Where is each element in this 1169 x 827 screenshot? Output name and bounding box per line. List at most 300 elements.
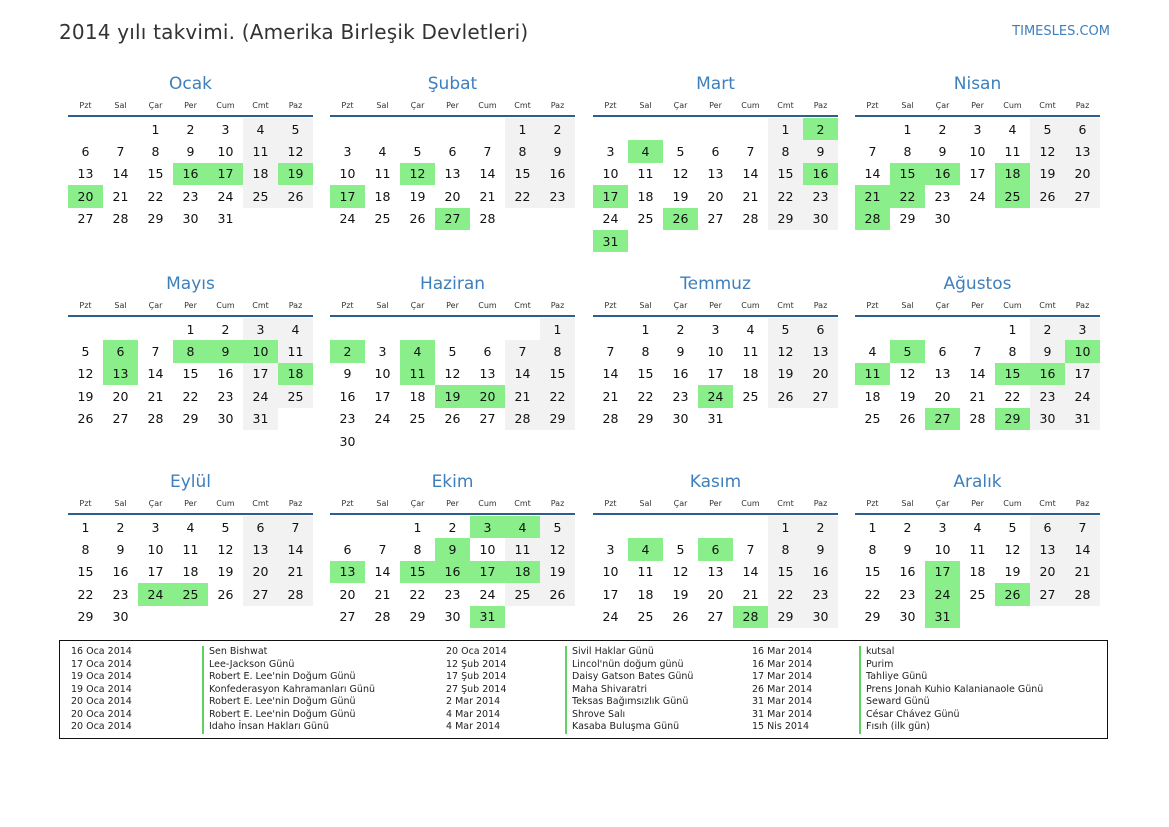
weekday-label: Paz bbox=[1075, 499, 1090, 508]
weekday-label: Cmt bbox=[514, 301, 531, 310]
day-cell-holiday: 17 bbox=[208, 163, 243, 185]
day-cell: 18 bbox=[742, 366, 759, 382]
day-cell: 24 bbox=[602, 211, 619, 227]
empty-cell bbox=[435, 118, 470, 140]
legend-date: 26 Mar 2014 bbox=[752, 683, 813, 695]
day-cell: 7 bbox=[116, 144, 125, 160]
day-cell: 7 bbox=[151, 344, 160, 360]
legend-holiday-name: Shrove Salı bbox=[565, 709, 693, 722]
day-cell: 29 bbox=[147, 211, 164, 227]
day-cell: 1 bbox=[903, 121, 912, 137]
day-cell: 9 bbox=[676, 344, 685, 360]
month-name: Mayıs bbox=[166, 274, 215, 294]
legend-holiday-name: Daisy Gatson Bates Günü bbox=[565, 671, 693, 684]
day-cell-holiday: 31 bbox=[925, 606, 960, 628]
legend-holiday-name: Purim bbox=[859, 659, 1043, 672]
weekday-label: Cmt bbox=[514, 499, 531, 508]
holiday-legend bbox=[59, 640, 1108, 739]
day-cell: 12 bbox=[444, 366, 461, 382]
day-cell: 3 bbox=[973, 121, 982, 137]
day-cell-holiday: 28 bbox=[855, 208, 890, 230]
day-cell-weekend: 25 bbox=[278, 385, 313, 407]
legend-date: 31 Mar 2014 bbox=[752, 708, 813, 720]
day-cell: 12 bbox=[899, 366, 916, 382]
weekday-label: Cmt bbox=[1039, 499, 1056, 508]
day-cell-weekend: 5 bbox=[768, 318, 803, 340]
weekday-label: Sal bbox=[114, 301, 127, 310]
day-cell: 21 bbox=[479, 188, 496, 204]
day-cell-holiday: 27 bbox=[925, 408, 960, 430]
weekday-label: Sal bbox=[639, 301, 652, 310]
day-cell: 25 bbox=[637, 609, 654, 625]
weekday-label: Cum bbox=[216, 301, 235, 310]
day-cell-weekend: 23 bbox=[540, 185, 575, 207]
day-cell: 14 bbox=[742, 166, 759, 182]
weekday-header bbox=[593, 494, 838, 515]
day-cell: 28 bbox=[969, 411, 986, 427]
month-name: Ağustos bbox=[943, 274, 1012, 294]
weekday-label: Sal bbox=[639, 499, 652, 508]
day-cell-weekend: 13 bbox=[243, 538, 278, 560]
day-cell: 9 bbox=[186, 144, 195, 160]
day-cell: 30 bbox=[112, 609, 129, 625]
day-cell-holiday: 6 bbox=[103, 340, 138, 362]
day-cell-holiday: 18 bbox=[278, 363, 313, 385]
day-cell: 28 bbox=[374, 609, 391, 625]
month-name: Kasım bbox=[689, 472, 742, 492]
day-cell: 4 bbox=[868, 344, 877, 360]
day-cell-weekend: 5 bbox=[540, 516, 575, 538]
day-cell-holiday: 24 bbox=[925, 583, 960, 605]
day-cell-holiday: 17 bbox=[925, 561, 960, 583]
day-cell: 7 bbox=[378, 542, 387, 558]
day-cell: 2 bbox=[938, 121, 947, 137]
weekday-label: Cmt bbox=[1039, 301, 1056, 310]
day-cell: 5 bbox=[1008, 519, 1017, 535]
weekday-label: Cum bbox=[478, 499, 497, 508]
weekday-label: Per bbox=[446, 499, 459, 508]
empty-cell bbox=[400, 118, 435, 140]
weekday-label: Paz bbox=[550, 101, 565, 110]
legend-name-column bbox=[859, 646, 1043, 734]
day-cell: 28 bbox=[479, 211, 496, 227]
day-cell: 9 bbox=[938, 144, 947, 160]
day-cell: 7 bbox=[973, 344, 982, 360]
day-cell-weekend: 22 bbox=[768, 583, 803, 605]
day-cell: 29 bbox=[77, 609, 94, 625]
day-cell: 19 bbox=[672, 586, 689, 602]
month-name: Temmuz bbox=[680, 274, 751, 294]
day-cell-weekend: 22 bbox=[505, 185, 540, 207]
day-cell: 18 bbox=[182, 564, 199, 580]
day-cell: 10 bbox=[934, 542, 951, 558]
day-cell: 22 bbox=[409, 586, 426, 602]
day-cell-weekend: 9 bbox=[540, 140, 575, 162]
weekday-label: Cum bbox=[741, 499, 760, 508]
day-cell: 8 bbox=[151, 144, 160, 160]
empty-cell bbox=[138, 318, 173, 340]
day-cell-weekend: 2 bbox=[1030, 318, 1065, 340]
day-cell-holiday: 28 bbox=[733, 606, 768, 628]
day-cell-holiday: 27 bbox=[435, 208, 470, 230]
day-cell: 11 bbox=[742, 344, 759, 360]
day-cell-weekend: 23 bbox=[803, 583, 838, 605]
day-cell: 18 bbox=[637, 586, 654, 602]
day-cell: 3 bbox=[378, 344, 387, 360]
day-cell: 27 bbox=[479, 411, 496, 427]
month-11 bbox=[593, 470, 838, 628]
day-cell: 25 bbox=[409, 411, 426, 427]
day-cell: 10 bbox=[602, 564, 619, 580]
day-cell: 13 bbox=[707, 166, 724, 182]
day-cell-weekend: 21 bbox=[505, 385, 540, 407]
empty-cell bbox=[960, 318, 995, 340]
legend-date: 2 Mar 2014 bbox=[446, 696, 501, 707]
day-cell-weekend: 29 bbox=[768, 208, 803, 230]
day-cell: 23 bbox=[182, 188, 199, 204]
day-cell-holiday: 26 bbox=[663, 208, 698, 230]
day-cell-weekend: 15 bbox=[768, 163, 803, 185]
empty-cell bbox=[330, 516, 365, 538]
day-grid bbox=[593, 318, 838, 430]
day-cell-holiday: 15 bbox=[995, 363, 1030, 385]
day-cell: 10 bbox=[147, 542, 164, 558]
day-cell: 2 bbox=[221, 321, 230, 337]
legend-name-column bbox=[565, 646, 693, 734]
day-cell: 22 bbox=[147, 188, 164, 204]
day-cell: 15 bbox=[864, 564, 881, 580]
day-cell-holiday: 11 bbox=[855, 363, 890, 385]
day-cell-holiday: 10 bbox=[243, 340, 278, 362]
day-cell-weekend: 6 bbox=[1065, 118, 1100, 140]
weekday-label: Pzt bbox=[341, 499, 354, 508]
day-cell-weekend: 20 bbox=[1030, 561, 1065, 583]
day-cell-weekend: 8 bbox=[540, 340, 575, 362]
day-cell-weekend: 5 bbox=[278, 118, 313, 140]
day-cell: 12 bbox=[77, 366, 94, 382]
day-cell-weekend: 13 bbox=[803, 340, 838, 362]
weekday-label: Paz bbox=[813, 301, 828, 310]
day-cell-holiday: 12 bbox=[400, 163, 435, 185]
day-cell: 19 bbox=[217, 564, 234, 580]
weekday-label: Çar bbox=[410, 301, 425, 310]
day-cell: 25 bbox=[742, 388, 759, 404]
day-cell-holiday: 25 bbox=[995, 185, 1030, 207]
day-cell-weekend: 23 bbox=[803, 185, 838, 207]
weekday-label: Cum bbox=[216, 499, 235, 508]
day-cell: 9 bbox=[116, 542, 125, 558]
day-cell: 7 bbox=[746, 144, 755, 160]
day-cell-holiday: 19 bbox=[435, 385, 470, 407]
weekday-header bbox=[330, 494, 575, 515]
day-cell-weekend: 1 bbox=[505, 118, 540, 140]
day-cell-holiday: 6 bbox=[698, 538, 733, 560]
day-cell-holiday: 4 bbox=[400, 340, 435, 362]
month-name: Haziran bbox=[419, 274, 486, 294]
day-cell-weekend: 2 bbox=[803, 516, 838, 538]
legend-date: 17 Oca 2014 bbox=[71, 658, 132, 670]
day-cell: 30 bbox=[339, 433, 356, 449]
legend-name-column bbox=[202, 646, 375, 734]
empty-cell bbox=[593, 318, 628, 340]
weekday-header bbox=[68, 494, 313, 515]
empty-cell bbox=[925, 318, 960, 340]
day-cell: 3 bbox=[151, 519, 160, 535]
legend-date: 31 Mar 2014 bbox=[752, 696, 813, 707]
weekday-label: Paz bbox=[1075, 301, 1090, 310]
day-cell-weekend: 25 bbox=[505, 583, 540, 605]
day-cell: 24 bbox=[339, 211, 356, 227]
day-cell: 19 bbox=[77, 388, 94, 404]
day-cell: 25 bbox=[637, 211, 654, 227]
weekday-header bbox=[593, 96, 838, 117]
day-cell: 4 bbox=[186, 519, 195, 535]
legend-holiday-name: Robert E. Lee'nin Doğum Günü bbox=[202, 709, 375, 722]
day-cell: 10 bbox=[602, 166, 619, 182]
weekday-label: Paz bbox=[550, 499, 565, 508]
day-cell-weekend: 11 bbox=[278, 340, 313, 362]
empty-cell bbox=[628, 118, 663, 140]
day-cell-holiday: 26 bbox=[995, 583, 1030, 605]
weekday-label: Pzt bbox=[866, 301, 879, 310]
weekday-label: Per bbox=[971, 499, 984, 508]
day-cell-holiday: 20 bbox=[470, 385, 505, 407]
day-cell: 27 bbox=[707, 211, 724, 227]
day-cell-holiday: 11 bbox=[400, 363, 435, 385]
empty-cell bbox=[330, 118, 365, 140]
legend-holiday-name: Lee-Jackson Günü bbox=[202, 659, 375, 672]
day-cell-holiday: 29 bbox=[995, 408, 1030, 430]
day-cell: 21 bbox=[112, 188, 129, 204]
day-cell-holiday: 4 bbox=[628, 140, 663, 162]
day-cell: 20 bbox=[339, 586, 356, 602]
day-cell-holiday: 31 bbox=[593, 230, 628, 252]
weekday-label: Sal bbox=[901, 301, 914, 310]
day-cell: 1 bbox=[186, 321, 195, 337]
day-cell: 27 bbox=[77, 211, 94, 227]
weekday-label: Pzt bbox=[341, 301, 354, 310]
weekday-label: Cum bbox=[741, 301, 760, 310]
day-cell-weekend: 27 bbox=[803, 385, 838, 407]
empty-cell bbox=[365, 318, 400, 340]
day-cell: 5 bbox=[413, 144, 422, 160]
weekday-header bbox=[330, 296, 575, 317]
brand-link[interactable]: TIMESLES.COM bbox=[1012, 24, 1110, 39]
legend-date: 4 Mar 2014 bbox=[446, 708, 501, 720]
day-cell: 16 bbox=[672, 366, 689, 382]
weekday-label: Sal bbox=[114, 499, 127, 508]
day-grid bbox=[330, 516, 575, 628]
weekday-label: Per bbox=[184, 301, 197, 310]
day-cell: 3 bbox=[711, 321, 720, 337]
legend-holiday-name: kutsal bbox=[859, 646, 1043, 659]
empty-cell bbox=[593, 516, 628, 538]
weekday-label: Pzt bbox=[604, 301, 617, 310]
weekday-label: Çar bbox=[148, 499, 163, 508]
day-cell-weekend: 6 bbox=[803, 318, 838, 340]
day-cell-weekend: 9 bbox=[803, 140, 838, 162]
weekday-label: Çar bbox=[673, 301, 688, 310]
day-cell-weekend: 4 bbox=[278, 318, 313, 340]
day-cell: 23 bbox=[112, 586, 129, 602]
day-cell: 20 bbox=[444, 188, 461, 204]
weekday-label: Per bbox=[446, 301, 459, 310]
weekday-label: Cmt bbox=[777, 301, 794, 310]
legend-date: 15 Nis 2014 bbox=[752, 721, 809, 732]
day-cell: 8 bbox=[81, 542, 90, 558]
day-cell: 8 bbox=[868, 542, 877, 558]
day-cell-weekend: 8 bbox=[505, 140, 540, 162]
weekday-label: Pzt bbox=[79, 301, 92, 310]
day-cell: 13 bbox=[707, 564, 724, 580]
month-name: Ekim bbox=[431, 472, 474, 492]
day-cell-holiday: 21 bbox=[855, 185, 890, 207]
day-cell: 7 bbox=[868, 144, 877, 160]
day-cell: 2 bbox=[676, 321, 685, 337]
day-cell: 16 bbox=[899, 564, 916, 580]
day-cell: 27 bbox=[707, 609, 724, 625]
day-cell: 14 bbox=[864, 166, 881, 182]
day-cell-weekend: 17 bbox=[243, 363, 278, 385]
month-3 bbox=[593, 72, 838, 252]
day-cell-holiday: 31 bbox=[470, 606, 505, 628]
weekday-label: Sal bbox=[376, 499, 389, 508]
day-cell: 30 bbox=[444, 609, 461, 625]
day-cell: 25 bbox=[374, 211, 391, 227]
day-cell: 3 bbox=[343, 144, 352, 160]
day-cell: 28 bbox=[742, 211, 759, 227]
day-cell: 20 bbox=[707, 188, 724, 204]
day-cell: 26 bbox=[444, 411, 461, 427]
day-cell: 9 bbox=[343, 366, 352, 382]
day-cell: 13 bbox=[77, 166, 94, 182]
day-cell: 12 bbox=[217, 542, 234, 558]
day-cell: 17 bbox=[707, 366, 724, 382]
day-cell-weekend: 3 bbox=[1065, 318, 1100, 340]
weekday-label: Sal bbox=[639, 101, 652, 110]
day-cell-holiday: 2 bbox=[330, 340, 365, 362]
day-cell: 10 bbox=[969, 144, 986, 160]
legend-date: 27 Şub 2014 bbox=[446, 683, 507, 695]
day-cell: 23 bbox=[934, 188, 951, 204]
month-7 bbox=[593, 272, 838, 430]
legend-holiday-name: Sen Bishwat bbox=[202, 646, 375, 659]
day-cell: 11 bbox=[1004, 144, 1021, 160]
day-cell: 4 bbox=[973, 519, 982, 535]
empty-cell bbox=[365, 516, 400, 538]
day-cell: 29 bbox=[637, 411, 654, 427]
weekday-label: Çar bbox=[673, 499, 688, 508]
day-cell: 29 bbox=[182, 411, 199, 427]
month-name: Şubat bbox=[427, 74, 478, 94]
day-cell: 18 bbox=[409, 388, 426, 404]
day-cell-weekend: 18 bbox=[243, 163, 278, 185]
day-cell-weekend: 17 bbox=[1065, 363, 1100, 385]
day-cell: 14 bbox=[147, 366, 164, 382]
weekday-label: Cmt bbox=[514, 101, 531, 110]
month-9 bbox=[68, 470, 313, 628]
day-cell: 5 bbox=[221, 519, 230, 535]
day-cell: 6 bbox=[711, 144, 720, 160]
day-grid bbox=[68, 318, 313, 430]
day-cell-holiday: 20 bbox=[68, 185, 103, 207]
day-cell: 2 bbox=[448, 519, 457, 535]
empty-cell bbox=[890, 318, 925, 340]
empty-cell bbox=[505, 318, 540, 340]
day-cell-weekend: 11 bbox=[243, 140, 278, 162]
weekday-label: Çar bbox=[148, 101, 163, 110]
day-cell-holiday: 13 bbox=[103, 363, 138, 385]
empty-cell bbox=[663, 118, 698, 140]
day-cell: 23 bbox=[899, 586, 916, 602]
day-cell-weekend: 31 bbox=[243, 408, 278, 430]
day-cell-weekend: 13 bbox=[1065, 140, 1100, 162]
month-12 bbox=[855, 470, 1100, 628]
day-cell-weekend: 19 bbox=[1030, 163, 1065, 185]
day-grid bbox=[593, 516, 838, 628]
day-cell: 25 bbox=[969, 586, 986, 602]
day-cell: 11 bbox=[182, 542, 199, 558]
day-cell-weekend: 21 bbox=[278, 561, 313, 583]
day-cell-weekend: 22 bbox=[540, 385, 575, 407]
day-grid bbox=[593, 118, 838, 252]
day-cell: 19 bbox=[672, 188, 689, 204]
day-cell: 6 bbox=[938, 344, 947, 360]
weekday-label: Cmt bbox=[777, 499, 794, 508]
day-cell-weekend: 6 bbox=[243, 516, 278, 538]
day-cell: 14 bbox=[112, 166, 129, 182]
day-cell: 26 bbox=[409, 211, 426, 227]
day-cell-weekend: 12 bbox=[278, 140, 313, 162]
day-cell-weekend: 31 bbox=[1065, 408, 1100, 430]
day-grid bbox=[68, 516, 313, 628]
weekday-label: Sal bbox=[114, 101, 127, 110]
day-cell-holiday: 17 bbox=[470, 561, 505, 583]
weekday-label: Çar bbox=[935, 301, 950, 310]
day-cell-weekend: 30 bbox=[1030, 408, 1065, 430]
legend-holiday-name: Maha Shivaratri bbox=[565, 684, 693, 697]
day-cell-holiday: 18 bbox=[995, 163, 1030, 185]
weekday-label: Cum bbox=[741, 101, 760, 110]
day-cell-holiday: 15 bbox=[890, 163, 925, 185]
day-cell: 21 bbox=[742, 188, 759, 204]
day-cell: 27 bbox=[339, 609, 356, 625]
weekday-header bbox=[855, 494, 1100, 515]
weekday-label: Cmt bbox=[252, 499, 269, 508]
legend-date: 20 Oca 2014 bbox=[71, 721, 132, 732]
day-cell: 30 bbox=[217, 411, 234, 427]
month-2 bbox=[330, 72, 575, 230]
day-cell-weekend: 8 bbox=[768, 140, 803, 162]
day-cell: 4 bbox=[1008, 121, 1017, 137]
weekday-label: Cum bbox=[1003, 301, 1022, 310]
day-cell-holiday: 4 bbox=[628, 538, 663, 560]
weekday-label: Pzt bbox=[604, 101, 617, 110]
day-cell-weekend: 28 bbox=[1065, 583, 1100, 605]
day-cell-holiday: 3 bbox=[470, 516, 505, 538]
day-cell-weekend: 14 bbox=[278, 538, 313, 560]
day-cell: 22 bbox=[1004, 388, 1021, 404]
day-cell-weekend: 27 bbox=[1065, 185, 1100, 207]
empty-cell bbox=[435, 318, 470, 340]
day-cell-weekend: 27 bbox=[243, 583, 278, 605]
day-cell-weekend: 23 bbox=[1030, 385, 1065, 407]
weekday-label: Per bbox=[709, 101, 722, 110]
day-cell-holiday: 15 bbox=[400, 561, 435, 583]
day-cell-holiday: 24 bbox=[138, 583, 173, 605]
day-cell: 3 bbox=[938, 519, 947, 535]
day-cell: 18 bbox=[374, 188, 391, 204]
